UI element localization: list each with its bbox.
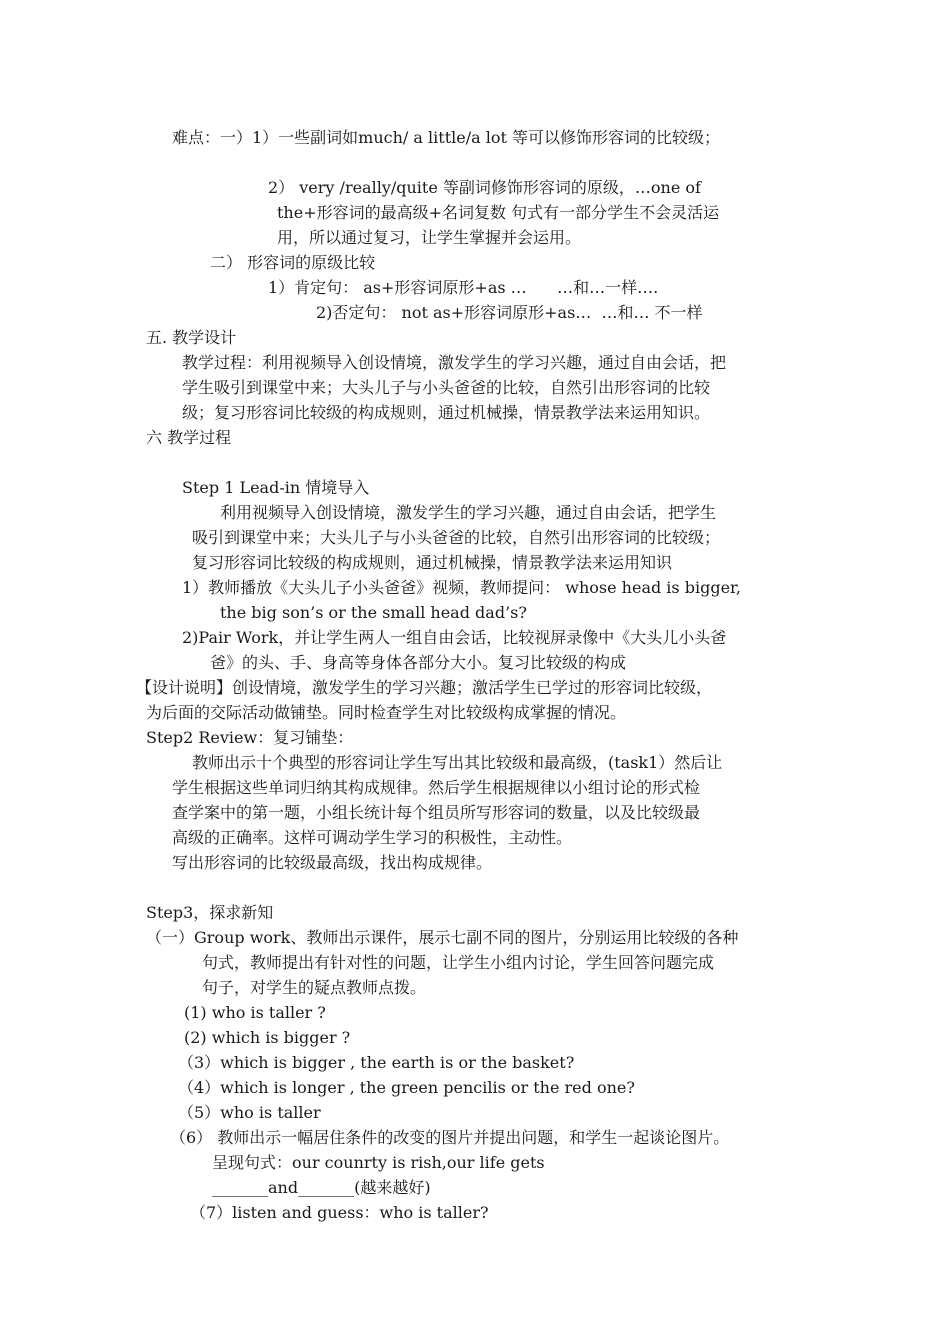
- pattern-sentence: 呈现句式：our counrty is rish,our life gets: [212, 1153, 545, 1172]
- affirmative-sentence: 1）肯定句： as+形容词原形+as … …和…一样….: [268, 278, 659, 297]
- difficulty-line-2: 2） very /really/quite 等副词修饰形容词的原级，…one of: [268, 178, 701, 197]
- step1-paragraph-line-2: 吸引到课堂中来；大头儿子与小头爸爸的比较，自然引出形容词的比较级；: [192, 528, 721, 547]
- step2-heading: Step2 Review：复习铺垫：: [146, 728, 354, 747]
- step2-paragraph-line-1: 教师出示十个典型的形容词让学生写出其比较级和最高级，(task1）然后让: [192, 753, 723, 772]
- design-paragraph-line-1: 教学过程：利用视频导入创设情境，激发学生的学习兴趣，通过自由会话，把: [182, 353, 727, 372]
- difficulty-line-4: 用，所以通过复习，让学生掌握并会运用。: [277, 228, 582, 247]
- question-item-6: （6） 教师出示一幅居住条件的改变的图片并提出问题，和学生一起谈论图片。: [170, 1128, 730, 1147]
- step3-heading: Step3，探求新知: [146, 903, 274, 922]
- question-item-7: （7）listen and guess：who is taller?: [190, 1203, 489, 1222]
- question-item-3: （3）which is bigger , the earth is or the basket?: [178, 1053, 575, 1072]
- step1-item-1-line-2: the big son’s or the small head dad’s?: [220, 603, 527, 622]
- step1-item-1-line-1: 1）教师播放《大头儿子小头爸爸》视频，教师提问： whose head is bigger,: [182, 578, 742, 597]
- step2-task-line: 写出形容词的比较级最高级，找出构成规律。: [172, 853, 493, 872]
- difficulty-line-3: the+形容词的最高级+名词复数 句式有一部分学生不会灵活运: [277, 203, 720, 222]
- step1-item-2-line-2: 爸》的头、手、身高等身体各部分大小。复习比较级的构成: [210, 653, 627, 672]
- section-heading-positive-comparison: 二） 形容词的原级比较: [210, 253, 376, 272]
- step3-group-work-line-2: 句式，教师提出有针对性的问题，让学生小组内讨论，学生回答问题完成: [202, 953, 715, 972]
- question-item-5: （5）who is taller: [178, 1103, 321, 1122]
- question-item-4: （4）which is longer , the green pencilis or the red one?: [178, 1078, 635, 1097]
- fill-in-blank: _______and_______(越来越好): [212, 1178, 431, 1197]
- section-heading-teaching-design: 五. 教学设计: [146, 328, 237, 347]
- design-note-line-1: 【设计说明】创设情境，激发学生的学习兴趣；激活学生已学过的形容词比较级，: [136, 678, 713, 697]
- question-item-1: (1) who is taller ?: [184, 1003, 326, 1022]
- step2-paragraph-line-3: 查学案中的第一题，小组长统计每个组员所写形容词的数量，以及比较级最: [172, 803, 701, 822]
- negative-sentence: 2)否定句： not as+形容词原形+as… …和… 不一样: [316, 303, 703, 322]
- design-paragraph-line-2: 学生吸引到课堂中来；大头儿子与小头爸爸的比较，自然引出形容词的比较: [182, 378, 711, 397]
- step2-paragraph-line-4: 高级的正确率。这样可调动学生学习的积极性，主动性。: [172, 828, 573, 847]
- design-note-line-2: 为后面的交际活动做铺垫。同时检查学生对比较级构成掌握的情况。: [146, 703, 627, 722]
- question-item-2: (2) which is bigger ?: [184, 1028, 351, 1047]
- design-paragraph-line-3: 级；复习形容词比较级的构成规则，通过机械操，情景教学法来运用知识。: [182, 403, 711, 422]
- section-heading-teaching-process: 六 教学过程: [146, 428, 232, 447]
- step1-heading: Step 1 Lead-in 情境导入: [182, 478, 370, 497]
- step1-item-2-line-1: 2)Pair Work，并让学生两人一组自由会话，比较视屏录像中《大头儿小头爸: [182, 628, 727, 647]
- step3-group-work-line-1: （一）Group work、教师出示课件，展示七副不同的图片，分别运用比较级的各种: [146, 928, 739, 947]
- step1-paragraph-line-1: 利用视频导入创设情境，激发学生的学习兴趣，通过自由会话，把学生: [220, 503, 717, 522]
- step1-paragraph-line-3: 复习形容词比较级的构成规则，通过机械操，情景教学法来运用知识: [192, 553, 673, 572]
- step3-group-work-line-3: 句子，对学生的疑点教师点拨。: [202, 978, 427, 997]
- difficulty-line-1: 难点：一）1）一些副词如much/ a little/a lot 等可以修饰形容词的比较级；: [172, 128, 720, 147]
- step2-paragraph-line-2: 学生根据这些单词归纳其构成规律。然后学生根据规律以小组讨论的形式检: [172, 778, 701, 797]
